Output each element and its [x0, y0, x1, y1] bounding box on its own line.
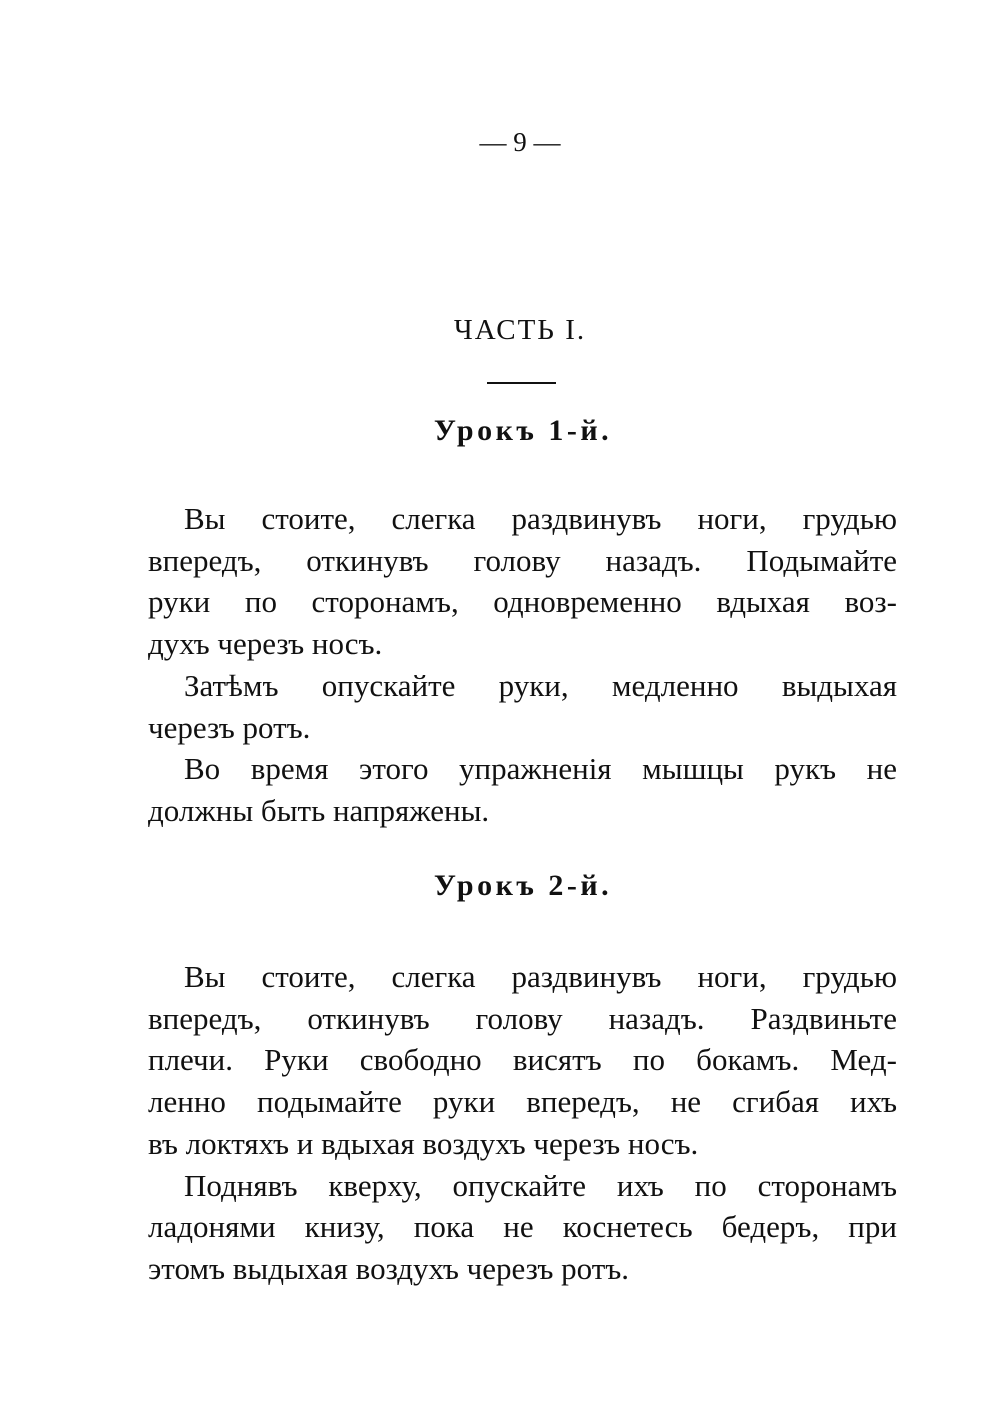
lesson-2-title: Урокъ 2-й.: [433, 869, 613, 902]
text-line: должны быть напряжены.: [148, 792, 490, 828]
text-line: руки по сторонамъ, одновременно вдыхая воз-: [148, 584, 897, 620]
text-line: черезъ ротъ.: [148, 709, 311, 745]
text-line: плечи. Руки свободно висятъ по бокамъ. Мед-: [148, 1042, 897, 1078]
part-title: ЧАСТЬ I.: [453, 314, 587, 346]
text-line: ладонями книзу, пока не коснетесь бедеръ, при: [148, 1209, 897, 1245]
text-line: впередъ, откинувъ голову назадъ. Раздвиньте: [148, 1000, 897, 1036]
text-line: Вы стоите, слегка раздвинувъ ноги, грудью: [184, 501, 897, 536]
text-line: впередъ, откинувъ голову назадъ. Подымайте: [148, 542, 897, 578]
text-line: Затѣмъ опускайте руки, медленно выдыхая: [184, 667, 897, 703]
lesson-1-body: [148, 498, 897, 832]
text-line: Вы стоите, слегка раздвинувъ ноги, грудью: [184, 959, 897, 994]
lesson-2-body: [148, 956, 897, 1290]
text-line: этомъ выдыхая воздухъ черезъ ротъ.: [148, 1250, 630, 1286]
text-line: Поднявъ кверху, опускайте ихъ по сторонамъ: [184, 1167, 897, 1203]
text-line: духъ черезъ носъ.: [148, 626, 383, 662]
text-line: въ локтяхъ и вдыхая воздухъ черезъ носъ.: [148, 1125, 699, 1161]
text-line: ленно подымайте руки впередъ, не сгибая ихъ: [148, 1084, 897, 1120]
lesson-1-title: Урокъ 1-й.: [433, 414, 613, 447]
text-line: Во время этого упражненія мышцы рукъ не: [184, 751, 897, 787]
divider: [487, 382, 556, 384]
page-number: — 9 —: [479, 127, 561, 157]
